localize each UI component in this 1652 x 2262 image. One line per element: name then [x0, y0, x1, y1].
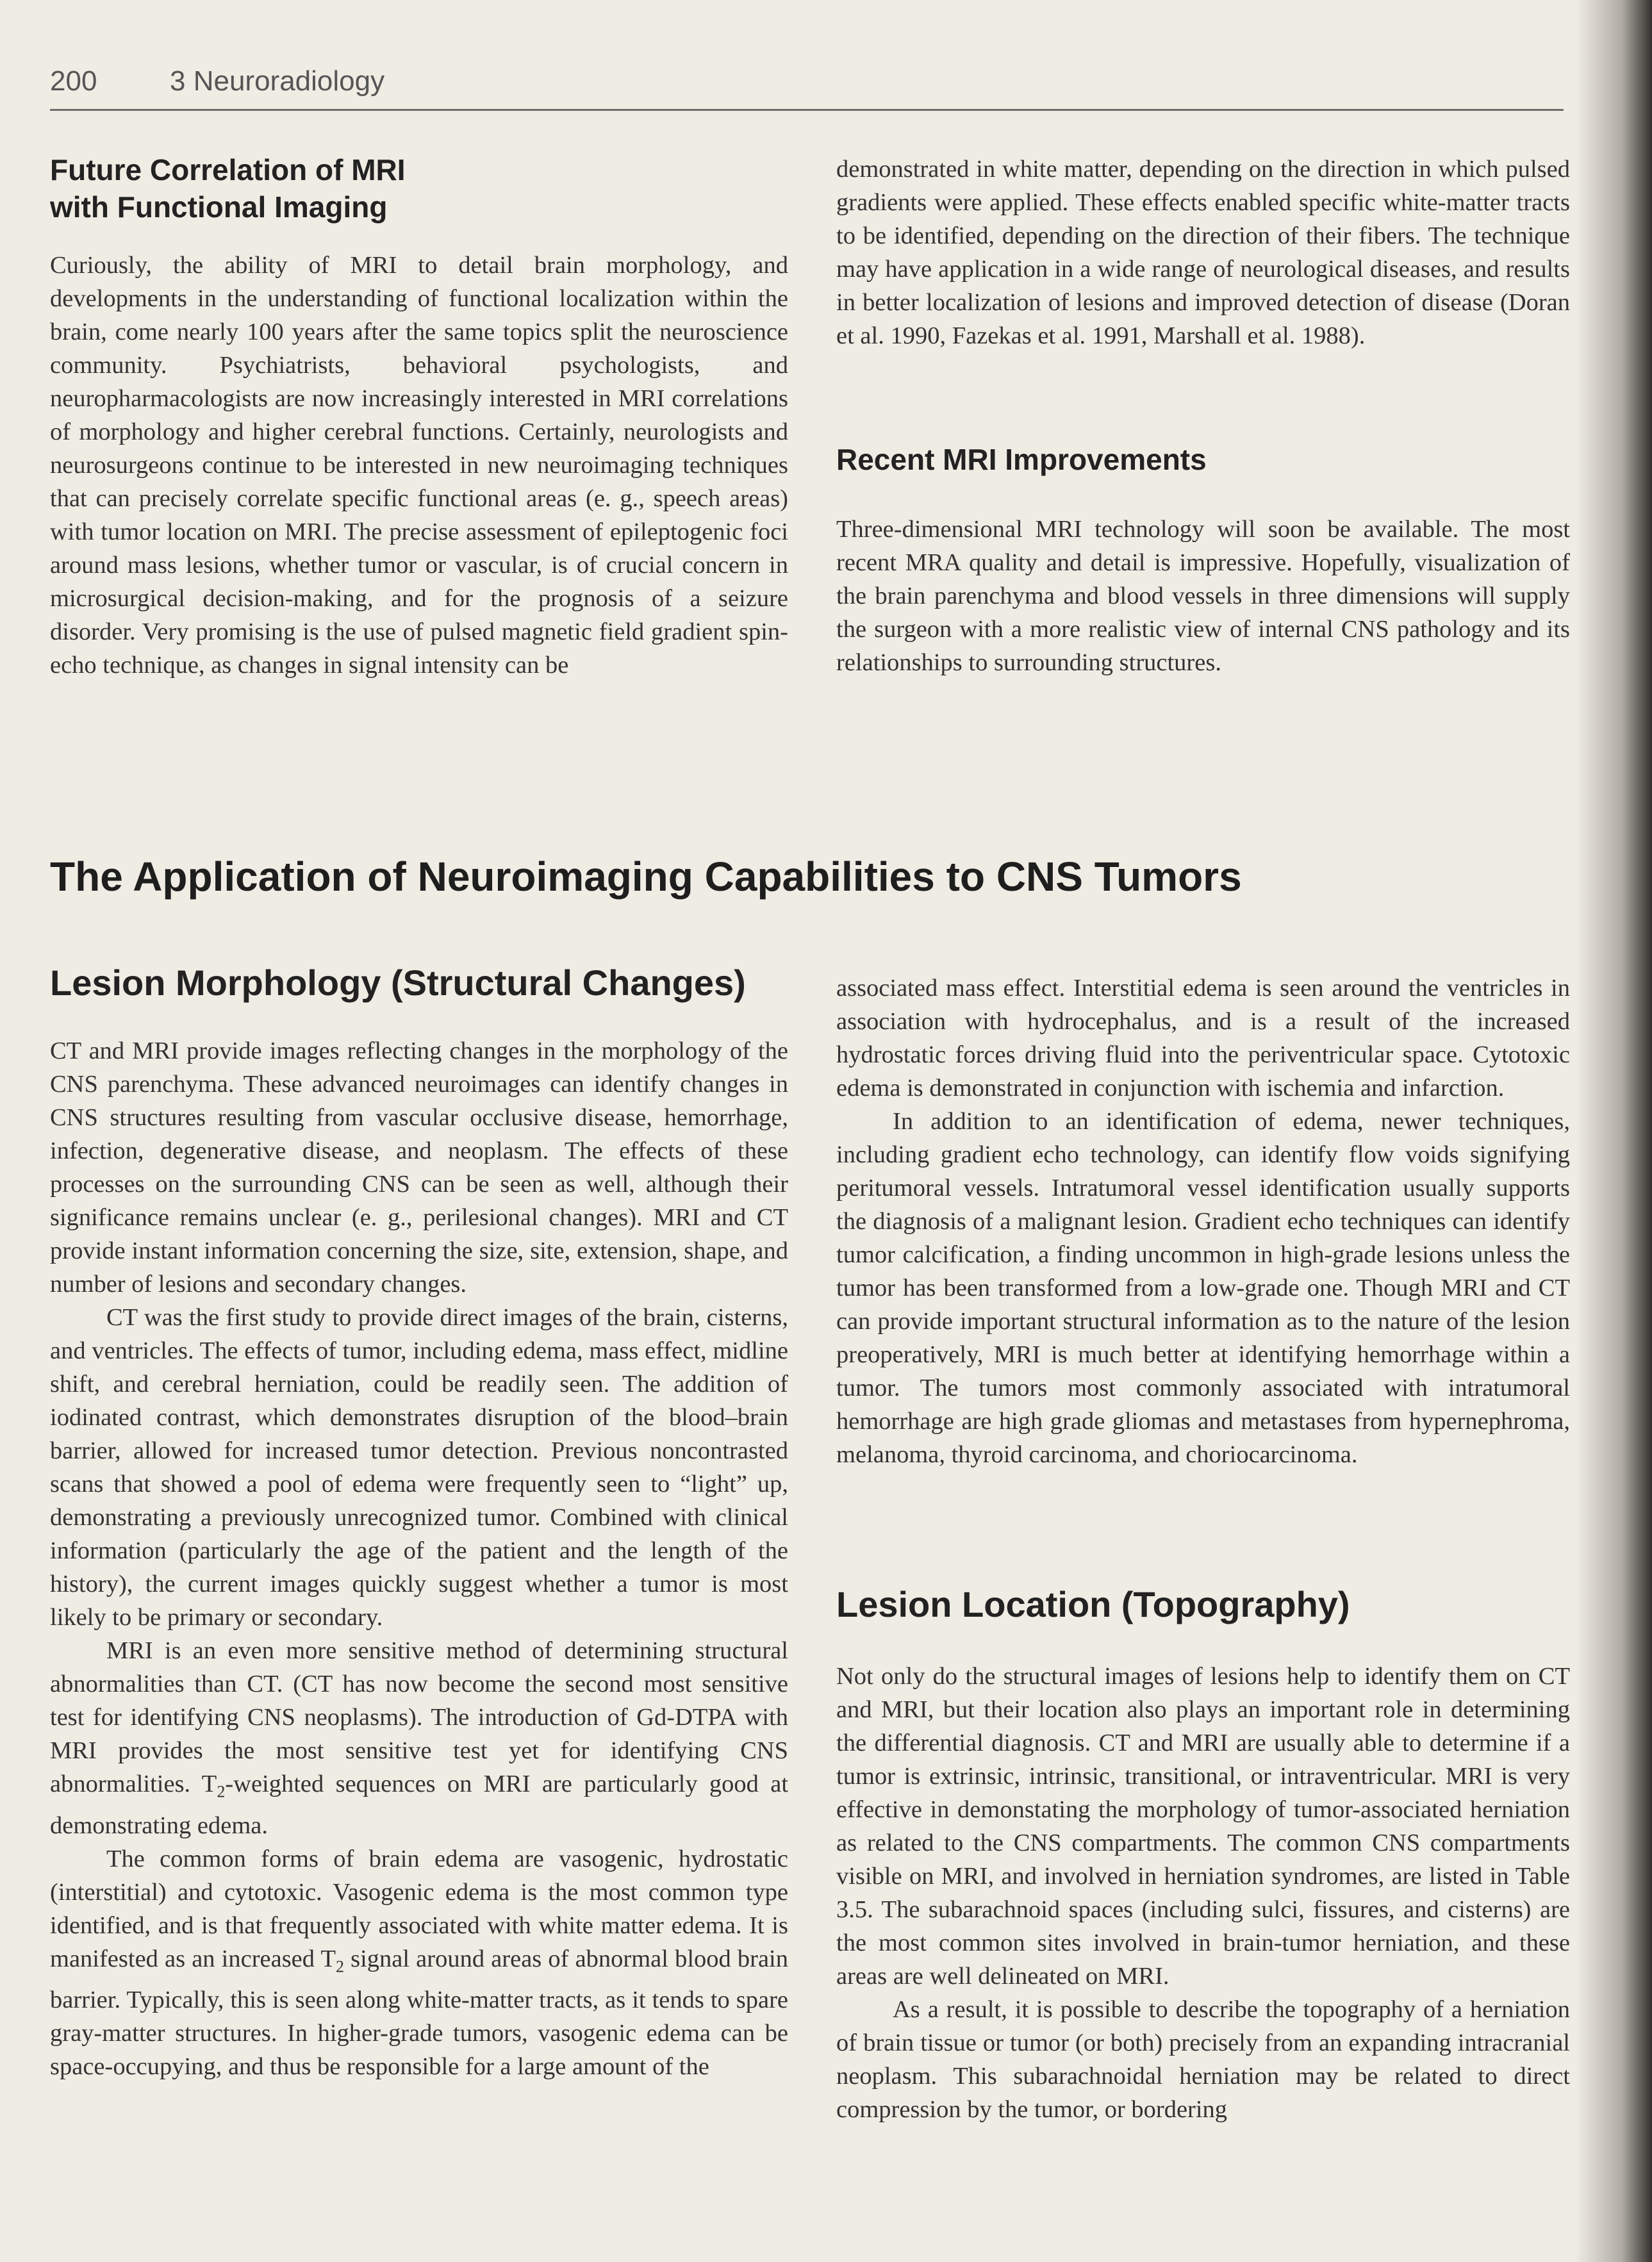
morphology-p3-text-after: -weighted sequences on MRI are particularly good at demonstrating edema.: [50, 1771, 789, 1839]
recent-section-body: [836, 513, 1570, 679]
future-section-heading: [50, 151, 406, 226]
morphology-paragraph-1: CT and MRI provide images reflecting changes in the morphology of the CNS parenchyma. These advanced neuroimages can identify changes in CNS structures resulting from vascular occlusive disease, hemorrhage, infection, degenerative disease, and neoplasm. The effects of these processes on the surrounding CNS can be seen as well, although their significance remains unclear (e. g., perilesional changes). MRI and CT provide instant information concerning the size, site, extension, shape, and number of lesions and secondary changes.: [50, 1037, 788, 1298]
morphology-paragraph-2: CT was the first study to provide direct images of the brain, cisterns, and ventricles. The effects of tumor, including edema, mass effect, midline shift, and cerebral herniation, could be readily seen. The addition of iodinated contrast, which demonstrates disruption of the blood–brain barrier, allowed for increased tumor detection. Previous noncontrasted scans that showed a pool of edema were frequently seen to “light” up, demonstrating a previously unrecognized tumor. Combined with clinical information (particularly the age of the patient and the length of the history), the current images quickly suggest whether a tumor is most likely to be primary or secondary.: [50, 1304, 788, 1631]
lesion-morphology-body-right: [836, 971, 1570, 1471]
running-head: [50, 64, 1564, 111]
lesion-location-body: [836, 1660, 1570, 2126]
t2-subscript: 2: [335, 1957, 344, 1976]
chapter-title: 3 Neuroradiology: [170, 65, 385, 97]
lesion-morphology-body-left: [50, 1034, 788, 2083]
recent-paragraph: Three-dimensional MRI technology will soon be available. The most recent MRA quality and detail is impressive. Hopefully, visualization of the brain parenchyma and blood vessels in three dimensions will supply the surgeon with a more realistic view of internal CNS pathology and its relationships to surrounding structures.: [836, 516, 1570, 676]
morphology-p4-text-after: signal around areas of abnormal blood brain barrier. Typically, this is seen along white-matter tracts, as it tends to spare gray-matter structures. In higher-grade tumors, vasogenic edema can be space-occupying, and thus be responsible for a large amount of the: [50, 1945, 788, 2081]
morphology-paragraph-6: In addition to an identification of edema, newer techniques, including gradient echo technology, can identify flow voids signifying peritumoral vessels. Intratumoral vessel identification usually supports the diagnosis of a malignant lesion. Gradient echo techniques can identify tumor calcification, a finding uncommon in high-grade lesions unless the tumor has been transformed from a low-grade one. Though MRI and CT can provide important structural information as to the nature of the lesion preoperatively, MRI is much better at identifying hemorrhage within a tumor. The tumors most commonly associated with intratumoral hemorrhage are high grade gliomas and metastases from hypernephroma, melanoma, thyroid carcinoma, and choriocarcinoma.: [836, 1108, 1570, 1468]
lesion-morphology-heading: Lesion Morphology (Structural Changes): [50, 962, 746, 1003]
page-binding-shadow: [1575, 0, 1652, 2262]
recent-section-heading: Recent MRI Improvements: [836, 443, 1207, 476]
future-section-body: [50, 249, 788, 682]
location-paragraph-2: As a result, it is possible to describe the topography of a herniation of brain tissue or tumor (or both) precisely from an expanding intracranial neoplasm. This subarachnoidal herniation may be related to direct compression by the tumor, or bordering: [836, 1996, 1570, 2123]
morphology-p3-text: MRI is an even more sensitive method of determining structural abnormalities than CT. (CT has now become the second most sensitive test for identifying CNS neoplasms). The introduction of Gd-DTPA with MRI provides the most sensitive test yet for identifying CNS abnormalities. T: [50, 1637, 788, 1797]
future-continuation-paragraph: demonstrated in white matter, depending on the direction in which pulsed gradients were applied. These effects enabled specific white-matter tracts to be identified, depending on the direction of their fibers. The technique may have application in a wide range of neurological diseases, and results in better localization of lesions and improved detection of disease (Doran et al. 1990, Fazekas et al. 1991, Marshall et al. 1988).: [836, 156, 1570, 349]
future-heading-line2: with Functional Imaging: [50, 190, 388, 224]
morphology-paragraph-5: associated mass effect. Interstitial edema is seen around the ventricles in association with hydrocephalus, and is a result of the increased hydrostatic forces driving fluid into the periventricular space. Cytotoxic edema is demonstrated in conjunction with ischemia and infarction.: [836, 975, 1570, 1102]
future-section-continuation: [836, 153, 1570, 352]
future-heading-line1: Future Correlation of MRI: [50, 153, 406, 186]
page-number: 200: [50, 65, 97, 97]
location-paragraph-1: Not only do the structural images of lesions help to identify them on CT and MRI, but their location also plays an important role in determining the differential diagnosis. CT and MRI are usually able to determine if a tumor is extrinsic, intrinsic, transitional, or intraventricular. MRI is very effective in demonstating the morphology of tumor-associated herniation as related to the CNS compartments. The common CNS compartments visible on MRI, and involved in herniation syndromes, are listed in Table 3.5. The subarachnoid spaces (including sulci, fissures, and cisterns) are the most common sites involved in brain-tumor herniation, and these areas are well delineated on MRI.: [836, 1663, 1570, 1990]
main-title: The Application of Neuroimaging Capabilities to CNS Tumors: [50, 854, 1242, 900]
morphology-paragraph-4: [50, 1842, 788, 2084]
future-paragraph: Curiously, the ability of MRI to detail brain morphology, and developments in the understanding of functional localization within the brain, come nearly 100 years after the same topics split the neuroscience community. Psychiatrists, behavioral psychologists, and neuropharmacologists are now increasingly interested in MRI correlations of morphology and higher cerebral functions. Certainly, neurologists and neurosurgeons continue to be interested in new neuroimaging techniques that can precisely correlate specific functional areas (e. g., speech areas) with tumor location on MRI. The precise assessment of epileptogenic foci around mass lesions, whether tumor or vascular, is of crucial concern in microsurgical decision-making, and for the prognosis of a seizure disorder. Very promising is the use of pulsed magnetic field gradient spin-echo technique, as changes in signal intensity can be: [50, 252, 788, 679]
t2-subscript: 2: [217, 1782, 226, 1801]
morphology-paragraph-3: [50, 1634, 788, 1842]
lesion-location-heading: Lesion Location (Topography): [836, 1584, 1350, 1624]
morphology-p4-text: The common forms of brain edema are vasogenic, hydrostatic (interstitial) and cytotoxic. Vasogenic edema is the most common type identified, and is that frequently associated with white matter edema. It is manifested as an increased T: [50, 1845, 788, 1972]
